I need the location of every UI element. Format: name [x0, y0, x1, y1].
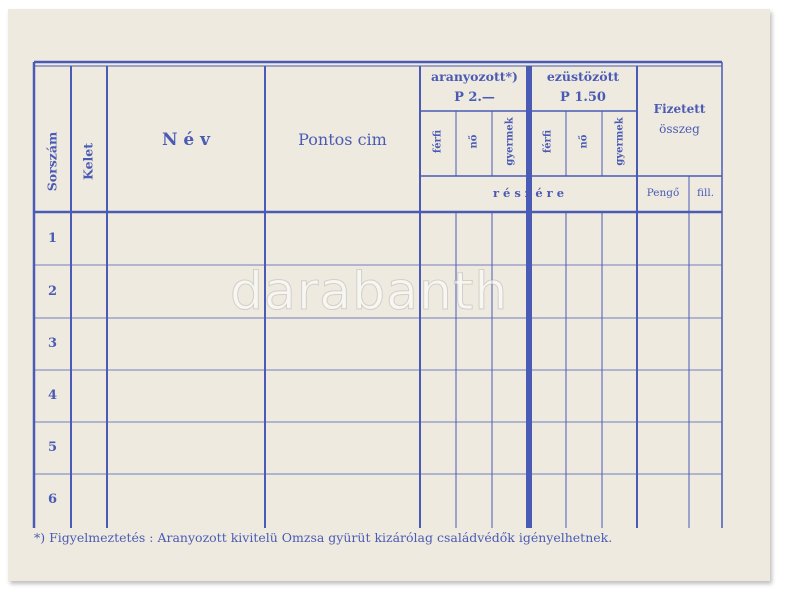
row-number: 5 — [47, 440, 58, 455]
footnote: *) Figyelmeztetés : Aranyozott kivitelü Omzsa gyürüt kizárólag családvédők igényelhetnek. — [34, 530, 613, 545]
row-number: 2 — [47, 284, 58, 299]
row-number: 4 — [47, 388, 58, 403]
row-number: 3 — [47, 336, 58, 351]
silver-price: P 1.50 — [560, 90, 606, 105]
gold-gyermek-header: gyermek — [504, 117, 516, 166]
watermark: darabanth — [230, 262, 509, 322]
paid-subtitle: összeg — [659, 122, 700, 136]
gold-title: aranyozott*) — [431, 69, 518, 84]
paid-title: Fizetett — [653, 102, 706, 116]
paid-pengo-header: Pengő — [646, 187, 680, 199]
gold-ferfi-header: férfi — [432, 129, 444, 154]
silver-no-header: nő — [578, 134, 590, 149]
col-nev-header: N é v — [161, 130, 211, 150]
gold-no-header: nő — [468, 134, 480, 149]
silver-title: ezüstözött — [546, 69, 620, 84]
col-cim-header: Pontos cim — [298, 130, 387, 149]
row-number: 1 — [47, 231, 58, 246]
silver-gyermek-header: gyermek — [614, 117, 626, 166]
reszere-label: r é s z é r e — [492, 186, 565, 200]
row-number: 6 — [47, 492, 58, 507]
silver-ferfi-header: férfi — [542, 129, 554, 154]
gold-price: P 2.— — [454, 90, 495, 105]
col-kelet-header: Kelet — [80, 142, 96, 181]
paid-fill-header: fill. — [696, 187, 715, 199]
col-sorszam-header: Sorszám — [44, 131, 60, 192]
